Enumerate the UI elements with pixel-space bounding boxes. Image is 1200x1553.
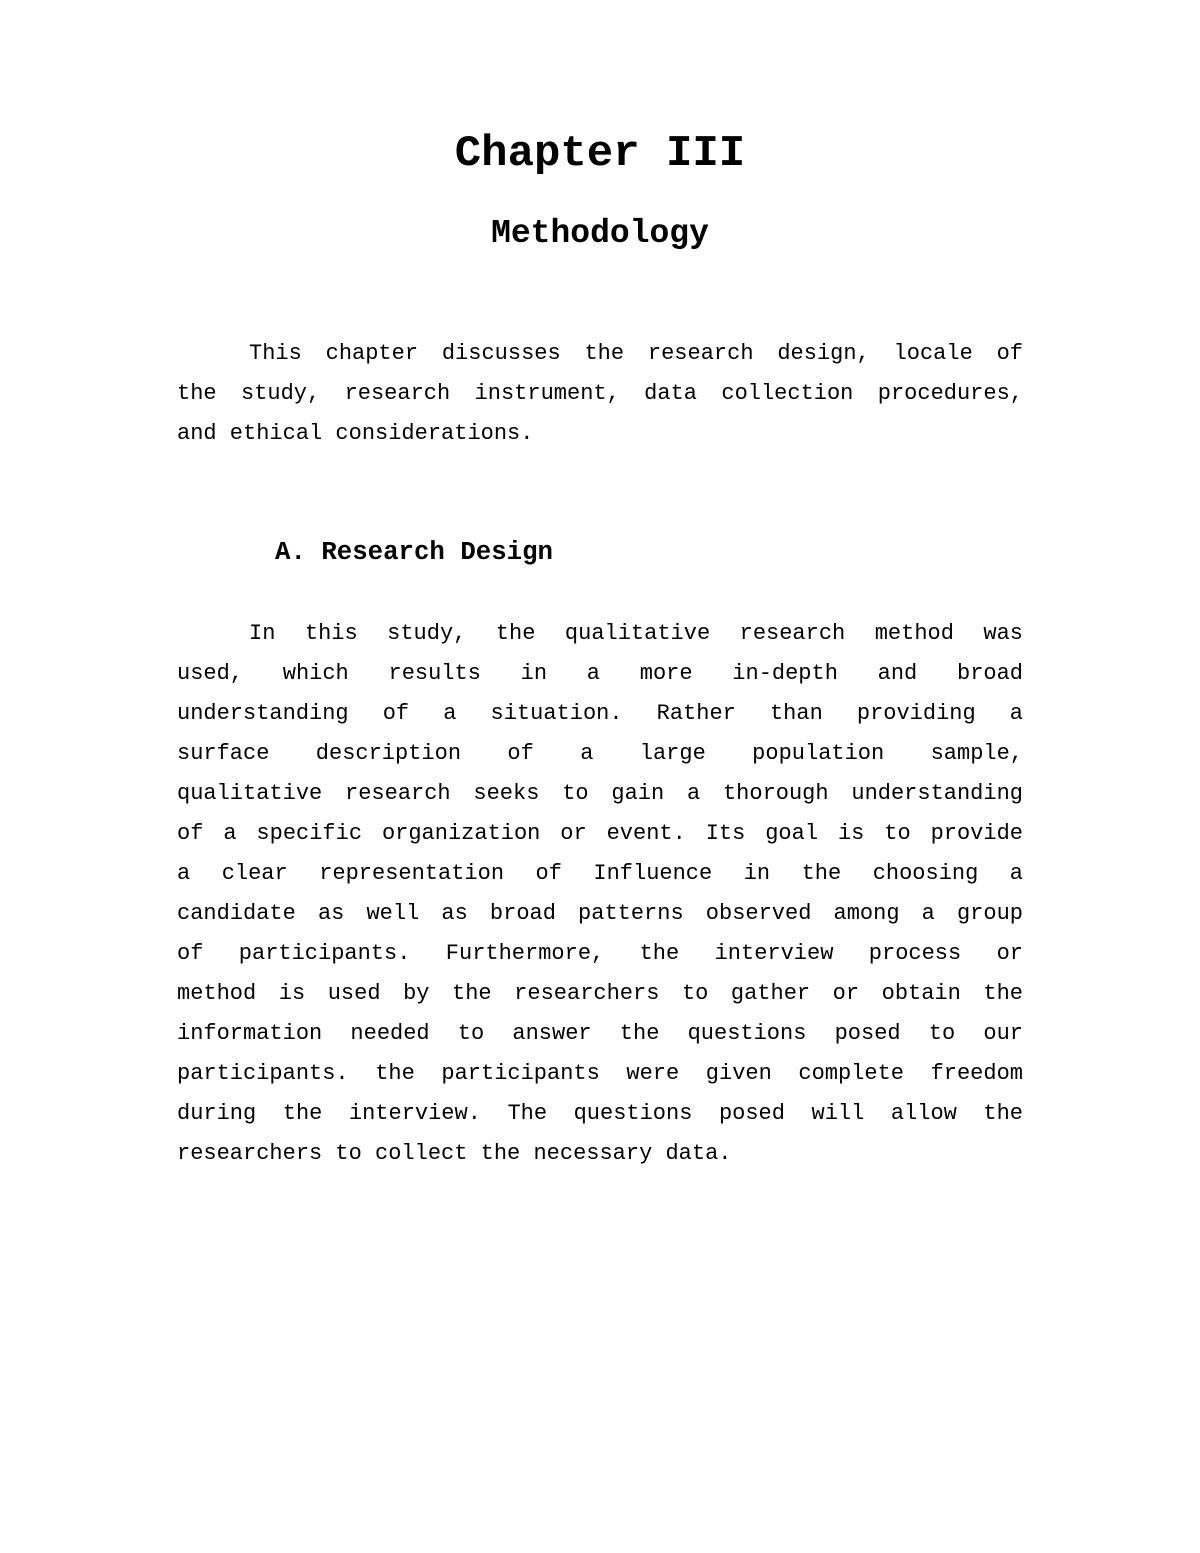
paragraph-line: This chapter discusses the research design, locale of xyxy=(249,341,1023,366)
paragraph-line: and ethical considerations. xyxy=(177,421,534,446)
paragraph-line: during the interview. The questions posed will allow the xyxy=(177,1101,1023,1126)
paragraph-line: the study, research instrument, data collection procedures, xyxy=(177,381,1023,406)
paragraph-line: understanding of a situation. Rather than providing a xyxy=(177,701,1023,726)
paragraph-line: of participants. Furthermore, the interview process or xyxy=(177,941,1023,966)
chapter-label: Chapter III xyxy=(454,129,746,179)
paragraph-line: method is used by the researchers to gather or obtain the xyxy=(177,981,1023,1006)
paragraph-line: of a specific organization or event. Its goal is to provide xyxy=(177,821,1023,846)
intro-paragraph xyxy=(177,334,1023,454)
paragraph-line: a clear representation of Influence in the choosing a xyxy=(177,861,1023,886)
paragraph-line: surface description of a large population sample, xyxy=(177,741,1023,766)
paragraph-line: participants. the participants were given complete freedom xyxy=(177,1061,1023,1086)
paragraph-line: information needed to answer the questions posed to our xyxy=(177,1021,1023,1046)
paragraph-line: candidate as well as broad patterns observed among a group xyxy=(177,901,1023,926)
paragraph-line: qualitative research seeks to gain a thorough understanding xyxy=(177,781,1023,806)
section-heading: A. Research Design xyxy=(275,538,553,567)
chapter-title: Methodology xyxy=(491,215,709,252)
paragraph-line: In this study, the qualitative research method was xyxy=(249,621,1023,646)
paragraph-line: used, which results in a more in-depth and broad xyxy=(177,661,1023,686)
research-design-paragraph xyxy=(177,614,1023,1174)
paragraph-line: researchers to collect the necessary data. xyxy=(177,1141,732,1166)
